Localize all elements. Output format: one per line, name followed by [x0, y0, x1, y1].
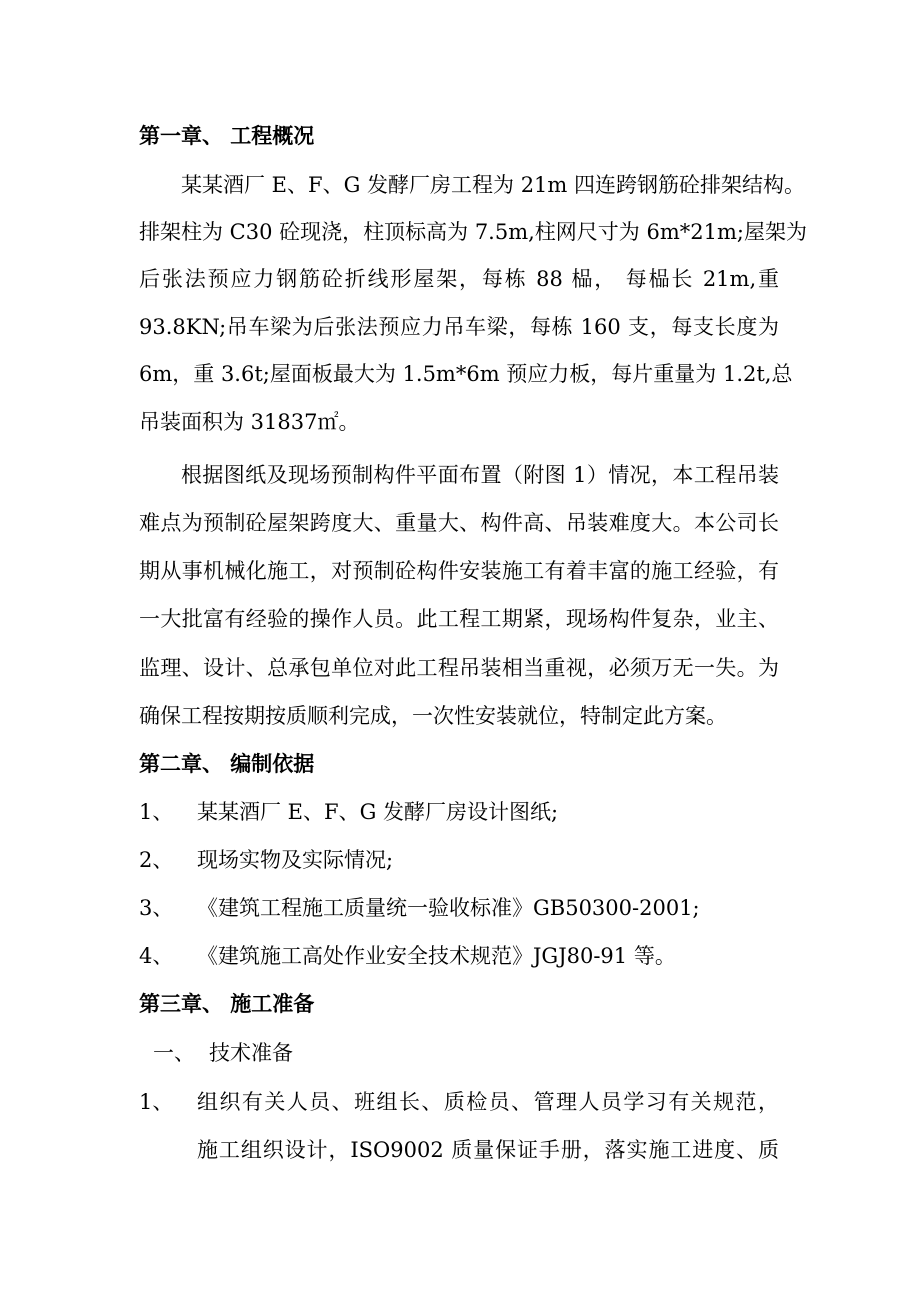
list-item-text: 《建筑工程施工质量统一验收标准》GB50300-2001; — [197, 896, 700, 920]
list-item-number: 1、 — [139, 800, 174, 824]
paragraph-line: 吊装面积为 31837㎡。 — [139, 410, 360, 434]
subsection-title: 技术准备 — [209, 1041, 293, 1065]
subsection-number: 一、 — [153, 1041, 195, 1065]
paragraph-line: 一大批富有经验的操作人员。此工程工期紧，现场构件复杂，业主、 — [139, 607, 779, 631]
list-item-text: 某某酒厂 E、F、G 发酵厂房设计图纸; — [197, 800, 559, 824]
paragraph-line: 某某酒厂 E、F、G 发酵厂房工程为 21m 四连跨钢筋砼排架结构。 — [181, 173, 806, 197]
chapter-3-heading: 第三章、 施工准备 — [139, 992, 315, 1016]
paragraph-line: 93.8KN;吊车梁为后张法预应力吊车梁，每栋 160 支，每支长度为 — [139, 315, 779, 339]
list-item-text: 施工组织设计，ISO9002 质量保证手册，落实施工进度、质 — [197, 1138, 779, 1162]
paragraph-line: 排架柱为 C30 砼现浇，柱顶标高为 7.5m,柱网尺寸为 6m*21m;屋架为 — [139, 220, 807, 244]
paragraph-line: 后张法预应力钢筋砼折线形屋架，每栋 88 榀， 每榀长 21m,重 — [139, 267, 779, 291]
paragraph-line: 难点为预制砼屋架跨度大、重量大、构件高、吊装难度大。本公司长 — [139, 511, 779, 535]
paragraph-line: 监理、设计、总承包单位对此工程吊装相当重视，必须万无一失。为 — [139, 656, 779, 680]
list-item-text: 现场实物及实际情况; — [197, 848, 394, 872]
paragraph-line: 确保工程按期按质顺利完成，一次性安装就位，特制定此方案。 — [139, 704, 727, 728]
list-item-number: 2、 — [139, 848, 174, 872]
list-item-number: 4、 — [139, 944, 174, 968]
paragraph-line: 6m，重 3.6t;屋面板最大为 1.5m*6m 预应力板，每片重量为 1.2t,总 — [139, 362, 793, 386]
list-item-text: 《建筑施工高处作业安全技术规范》JGJ80-91 等。 — [197, 944, 676, 968]
list-item-number: 1、 — [139, 1090, 174, 1114]
chapter-2-heading: 第二章、 编制依据 — [139, 752, 315, 776]
chapter-1-heading: 第一章、 工程概况 — [139, 124, 315, 148]
list-item-number: 3、 — [139, 896, 174, 920]
paragraph-line: 根据图纸及现场预制构件平面布置（附图 1）情况，本工程吊装 — [181, 463, 779, 487]
list-item-text: 组织有关人员、班组长、质检员、管理人员学习有关规范， — [197, 1090, 779, 1114]
paragraph-line: 期从事机械化施工，对预制砼构件安装施工有着丰富的施工经验，有 — [139, 559, 779, 583]
